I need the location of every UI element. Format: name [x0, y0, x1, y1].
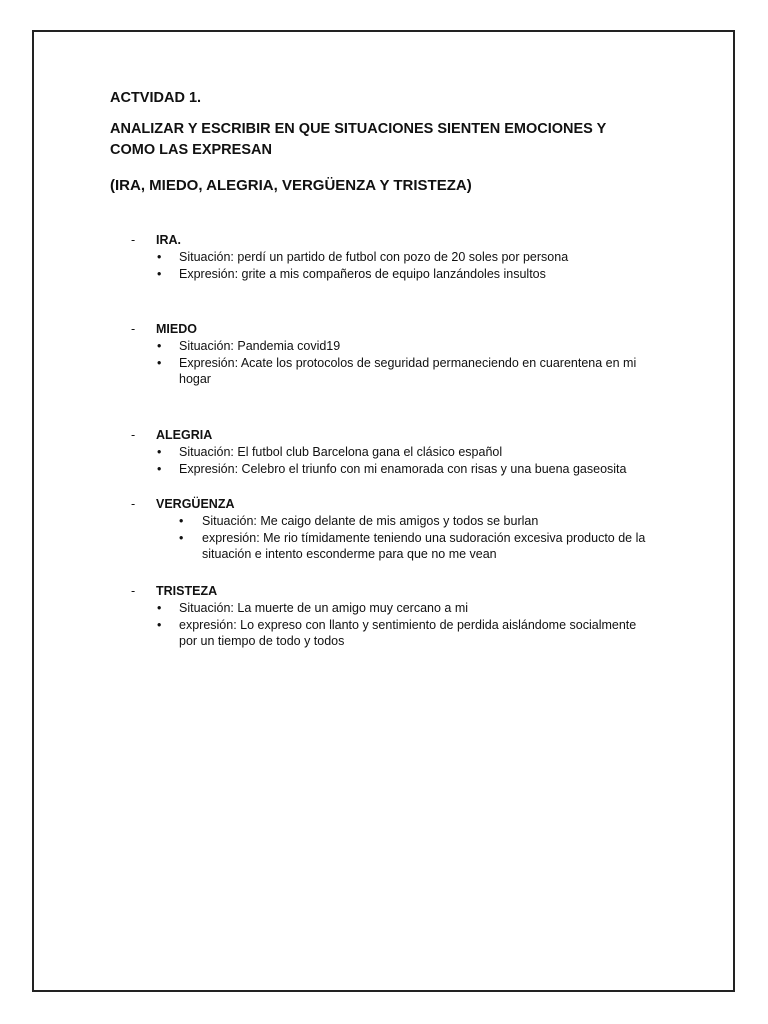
item-text: Expresión: Acate los protocolos de seguridad permaneciendo en cuarentena en mi hogar — [179, 355, 637, 386]
section-title: VERGÜENZA — [156, 497, 235, 511]
item-text: expresión: Me rio tímidamente teniendo una sudoración excesiva producto de la situación e intento esconderme para que no me vean — [202, 530, 646, 561]
emotions-list-heading: (IRA, MIEDO, ALEGRIA, VERGÜENZA Y TRISTEZA) — [110, 177, 472, 194]
section-miedo — [131, 321, 654, 388]
bullet-icon: • — [157, 461, 162, 476]
item-text: Situación: Me caigo delante de mis amigos y todos se burlan — [202, 514, 539, 528]
list-item — [131, 355, 654, 388]
list-item — [131, 600, 654, 617]
bullet-icon: • — [157, 445, 162, 459]
list-item — [131, 513, 667, 530]
section-title: ALEGRIA — [156, 428, 213, 442]
bullet-icon: • — [157, 617, 162, 632]
dash-marker: - — [131, 497, 136, 511]
section-title: IRA. — [156, 233, 181, 247]
bullet-icon: • — [157, 266, 162, 281]
list-item — [131, 530, 667, 563]
dash-marker: - — [131, 428, 136, 442]
item-list — [131, 249, 654, 282]
list-item — [131, 338, 654, 355]
bullet-icon: • — [157, 601, 162, 615]
item-list — [131, 513, 667, 563]
item-text: Situación: La muerte de un amigo muy cercano a mi — [179, 601, 469, 615]
bullet-icon: • — [157, 355, 162, 370]
bullet-icon: • — [157, 339, 162, 353]
dash-marker: - — [131, 322, 136, 336]
section-title: TRISTEZA — [156, 584, 218, 598]
bullet-icon: • — [157, 250, 162, 264]
item-list — [131, 338, 654, 388]
item-text: Situación: El futbol club Barcelona gana el clásico español — [179, 445, 503, 459]
list-item — [131, 444, 654, 461]
item-text: Situación: Pandemia covid19 — [179, 339, 341, 353]
item-text: Expresión: grite a mis compañeros de equipo lanzándoles insultos — [179, 266, 546, 281]
bullet-icon: • — [179, 514, 184, 528]
list-item — [131, 249, 654, 266]
list-item — [131, 266, 654, 283]
section-tristeza — [131, 583, 654, 650]
section-ira — [131, 232, 654, 282]
item-text: Situación: perdí un partido de futbol con pozo de 20 soles por persona — [179, 250, 569, 264]
dash-marker: - — [131, 233, 136, 247]
item-list — [131, 600, 654, 650]
section-verguenza — [131, 496, 667, 563]
section-alegria — [131, 427, 654, 477]
list-item — [131, 617, 654, 650]
item-text: Expresión: Celebro el triunfo con mi enamorada con risas y una buena gaseosita — [179, 461, 627, 476]
instruction-heading: ANALIZAR Y ESCRIBIR EN QUE SITUACIONES SIENTEN EMOCIONES Y COMO LAS EXPRESAN — [110, 121, 607, 158]
section-title: MIEDO — [156, 322, 197, 336]
item-text: expresión: Lo expreso con llanto y sentimiento de perdida aislándome socialmente por un tiempo de todo y todos — [179, 617, 637, 648]
item-list — [131, 444, 654, 477]
bullet-icon: • — [179, 530, 184, 545]
dash-marker: - — [131, 584, 136, 598]
list-item — [131, 461, 654, 478]
activity-title: ACTVIDAD 1. — [110, 90, 202, 106]
